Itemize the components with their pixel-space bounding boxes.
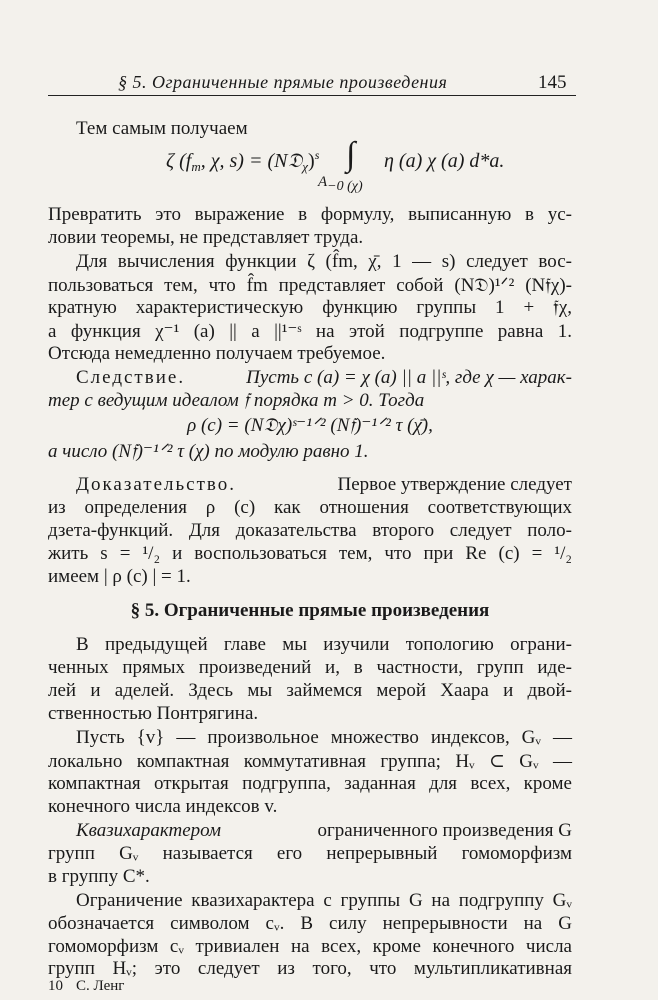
corollary-text-1: Пусть c (a) = χ (a) || a ||ˢ, где χ — харак-	[246, 367, 572, 388]
para5-line-4: конечного числа индексов v.	[48, 796, 278, 817]
proof-line-1	[76, 474, 572, 496]
eq1-limit-sub: −0 (χ)	[327, 179, 363, 194]
corollary-line-1	[76, 367, 572, 389]
para3-line-5: Отсюда немедленно получаем требуемое.	[48, 343, 386, 364]
integral-sign: ∫	[346, 136, 356, 173]
para6-line-2: групп Gᵥ называется его непрерывный гомоморфизм	[48, 843, 572, 864]
para5-line-2: локально компактная коммутативная группа; Hᵥ ⊂ Gᵥ —	[48, 751, 572, 772]
eq1-limit: A	[318, 174, 328, 190]
para5-line-3: компактная открытая подгруппа, заданная для всех, кроме	[48, 773, 572, 794]
section-heading: § 5. Ограниченные прямые произведения	[130, 600, 490, 621]
eq1-close: )	[308, 150, 315, 172]
running-header-title: § 5. Ограниченные прямые произведения	[118, 72, 448, 92]
para6-line-1	[76, 820, 572, 842]
para7-line-1: Ограничение квазихарактера c группы G на подгруппу Gᵥ	[76, 890, 572, 911]
proof-line-5: имеем | ρ (c) | = 1.	[48, 566, 191, 587]
proof-line-3: дзета-функций. Для доказательства второго следует поло-	[48, 520, 572, 541]
page-number: 145	[538, 72, 567, 93]
corollary-line-2: тер с ведущим идеалом 𝔣 порядка m > 0. Тогда	[48, 390, 425, 411]
para4-line-1: В предыдущей главе мы изучили топологию ограни-	[76, 634, 572, 655]
eq1-mid: , χ, s) = (N𝔇	[200, 150, 303, 172]
para3-line-2: пользоваться тем, что f̂m представляет собой (N𝔇)¹ᐟ² (N𝔣χ)-	[48, 275, 572, 296]
corollary-label: Следствие.	[76, 367, 186, 388]
corollary-line-3: а число (N𝔣)⁻¹ᐟ² τ (χ) по модулю равно 1.	[48, 441, 369, 462]
proof-line-2: из определения ρ (c) как отношения соответствующих	[48, 497, 572, 518]
para3-line-3: кратную характеристическую функцию группы 1 + 𝔣χ,	[48, 297, 572, 318]
eq1-sub-m: m	[191, 159, 201, 174]
para7-line-4: групп Hᵥ; это следует из того, что мультипликативная	[48, 958, 572, 979]
para2-line-1: Превратить это выражение в формулу, выписанную в ус-	[48, 204, 572, 225]
para6-text-1: ограниченного произведения G	[317, 820, 572, 841]
para1-intro: Тем самым получаем	[76, 118, 248, 139]
para5-line-1: Пусть {v} — произвольное множество индексов, Gᵥ —	[76, 727, 572, 748]
proof-label: Доказательство.	[76, 474, 236, 495]
para2-line-2: ловии теоремы, не представляет труда.	[48, 227, 364, 248]
para7-line-2: обозначается символом cᵥ. В силу непрерывности на G	[48, 913, 572, 934]
equation-zeta-integral	[166, 148, 319, 175]
para6-line-3: в группу C*.	[48, 866, 150, 887]
para4-line-3: лей и аделей. Здесь мы займемся мерой Хаара и двой-	[48, 680, 572, 701]
para3-line-1: Для вычисления функции ζ (f̂m, χ̄, 1 — s) следует вос-	[76, 251, 572, 272]
para3-line-4: а функция χ⁻¹ (a) || a ||¹⁻ˢ на этой подгруппе равна 1.	[48, 321, 572, 342]
signature-author: С. Ленг	[76, 978, 125, 994]
para4-line-2: ченных прямых произведений и, в частности, групп иде-	[48, 657, 572, 678]
quasicharacter-term: Квазихарактером	[76, 820, 222, 841]
eq1-sup-s: s	[314, 148, 320, 162]
header-rule	[48, 95, 576, 96]
para4-line-4: ственностью Понтрягина.	[48, 703, 259, 724]
integral-lower-limit	[318, 174, 363, 195]
eq1-sub-chi: χ	[302, 159, 309, 174]
eq1-lhs: ζ (f	[166, 150, 192, 172]
eq1-integrand: η (a) χ (a) d*a.	[384, 150, 505, 172]
proof-line-4: жить s = ¹/₂ и воспользоваться тем, что при Re (c) = ¹/₂	[48, 543, 572, 564]
signature-number: 10	[48, 978, 63, 994]
para7-line-3: гомоморфизм cᵥ тривиален на всех, кроме конечного числа	[48, 936, 572, 957]
corollary-equation: ρ (c) = (N𝔇χ)ˢ⁻¹ᐟ² (N𝔣)⁻¹ᐟ² τ (χ̄),	[187, 415, 433, 436]
proof-text-1: Первое утверждение следует	[337, 474, 572, 495]
